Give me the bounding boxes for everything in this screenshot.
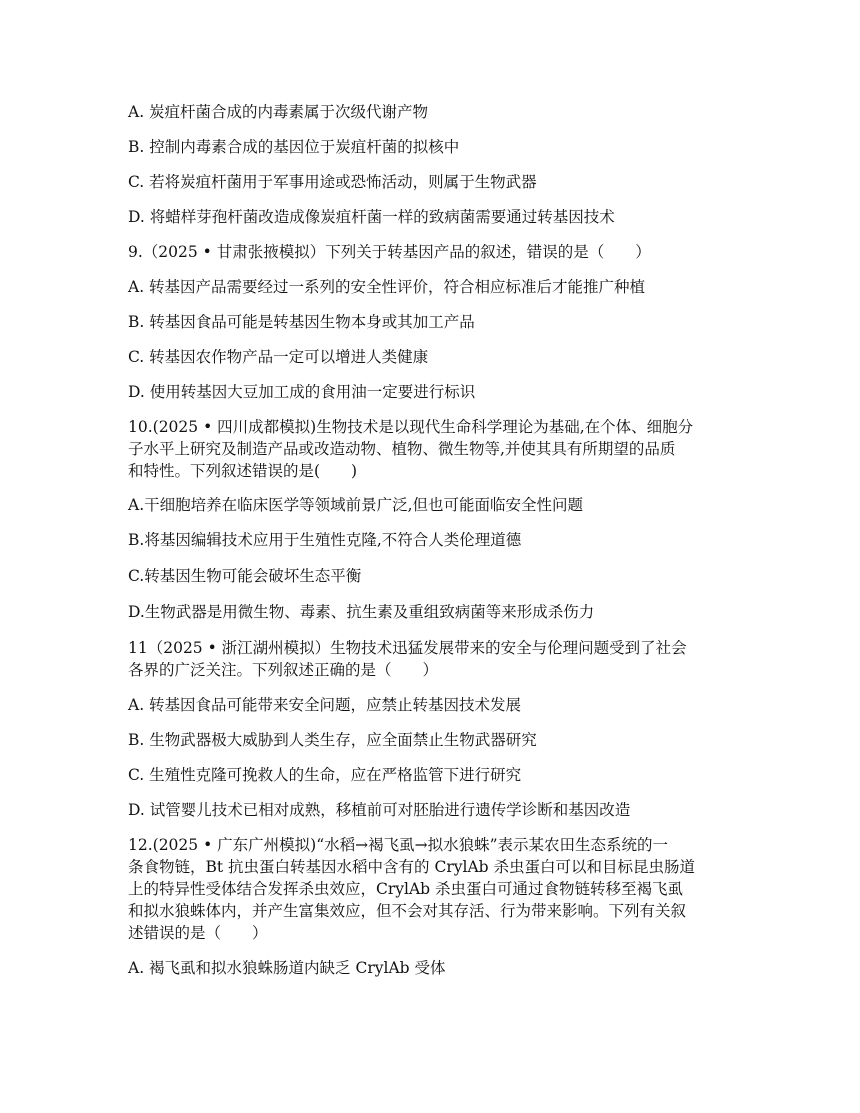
q12-stem-line: 条食物链，Bt 抗虫蛋白转基因水稻中含有的 CrylAb 杀虫蛋白可以和目标昆虫肠道	[128, 858, 696, 876]
q10-option-b: B.将基因编辑技术应用于生殖性克隆,不符合人类伦理道德	[128, 531, 522, 549]
q10-option-a: A.干细胞培养在临床医学等领域前景广泛,但也可能面临安全性问题	[128, 496, 584, 514]
q12-option-a: A. 褐飞虱和拟水狼蛛肠道内缺乏 CrylAb 受体	[128, 959, 446, 977]
q9-option-a: A. 转基因产品需要经过一系列的安全性评价，符合相应标准后才能推广种植	[128, 278, 646, 296]
q11-option-c: C. 生殖性克隆可挽救人的生命，应在严格监管下进行研究	[128, 766, 522, 784]
q12-stem-line: 和拟水狼蛛体内，并产生富集效应，但不会对其存活、行为带来影响。下列有关叙	[128, 902, 687, 920]
q10-stem-line: 和特性。下列叙述错误的是( )	[128, 462, 358, 480]
q10-stem-line: 子水平上研究及制造产品或改造动物、植物、微生物等,并使其具有所期望的品质	[128, 440, 676, 458]
q11-stem-line: 11（2025 • 浙江湖州模拟）生物技术迅猛发展带来的安全与伦理问题受到了社会	[128, 639, 687, 657]
q9-option-c: C. 转基因农作物产品一定可以增进人类健康	[128, 348, 429, 366]
q8-option-c: C. 若将炭疽杆菌用于军事用途或恐怖活动，则属于生物武器	[128, 173, 537, 191]
q12-stem-line: 述错误的是（ ）	[128, 924, 268, 942]
q9-stem: 9.（2025 • 甘肃张掖模拟）下列关于转基因产品的叙述，错误的是（ ）	[128, 243, 651, 261]
q10-option-c: C.转基因生物可能会破坏生态平衡	[128, 567, 362, 585]
q11-option-b: B. 生物武器极大威胁到人类生存，应全面禁止生物武器研究	[128, 731, 537, 749]
q10-option-d: D.生物武器是用微生物、毒素、抗生素及重组致病菌等来形成杀伤力	[128, 603, 595, 621]
q9-option-d: D. 使用转基因大豆加工成的食用油一定要进行标识	[128, 383, 476, 401]
q10-stem-line: 10.(2025 • 四川成都模拟)生物技术是以现代生命科学理论为基础,在个体、细胞分	[128, 418, 694, 436]
q11-stem-line: 各界的广泛关注。下列叙述正确的是（ ）	[128, 661, 439, 679]
q12-stem-line: 12.(2025 • 广东广州模拟)“水稻→褐飞虱→拟水狼蛛”表示某农田生态系统的一	[128, 836, 669, 854]
q11-option-a: A. 转基因食品可能带来安全问题，应禁止转基因技术发展	[128, 696, 522, 714]
q8-option-a: A. 炭疽杆菌合成的内毒素属于次级代谢产物	[128, 103, 429, 121]
q12-stem	[128, 834, 738, 944]
q8-option-b: B. 控制内毒素合成的基因位于炭疽杆菌的拟核中	[128, 138, 460, 156]
q9-option-b: B. 转基因食品可能是转基因生物本身或其加工产品	[128, 313, 475, 331]
q11-stem	[128, 637, 738, 681]
q11-option-d: D. 试管婴儿技术已相对成熟，移植前可对胚胎进行遗传学诊断和基因改造	[128, 801, 631, 819]
q10-stem	[128, 416, 738, 482]
q8-option-d: D. 将蜡样芽孢杆菌改造成像炭疽杆菌一样的致病菌需要通过转基因技术	[128, 208, 615, 226]
q12-stem-line: 上的特异性受体结合发挥杀虫效应，CrylAb 杀虫蛋白可通过食物链转移至褐飞虱	[128, 880, 684, 898]
